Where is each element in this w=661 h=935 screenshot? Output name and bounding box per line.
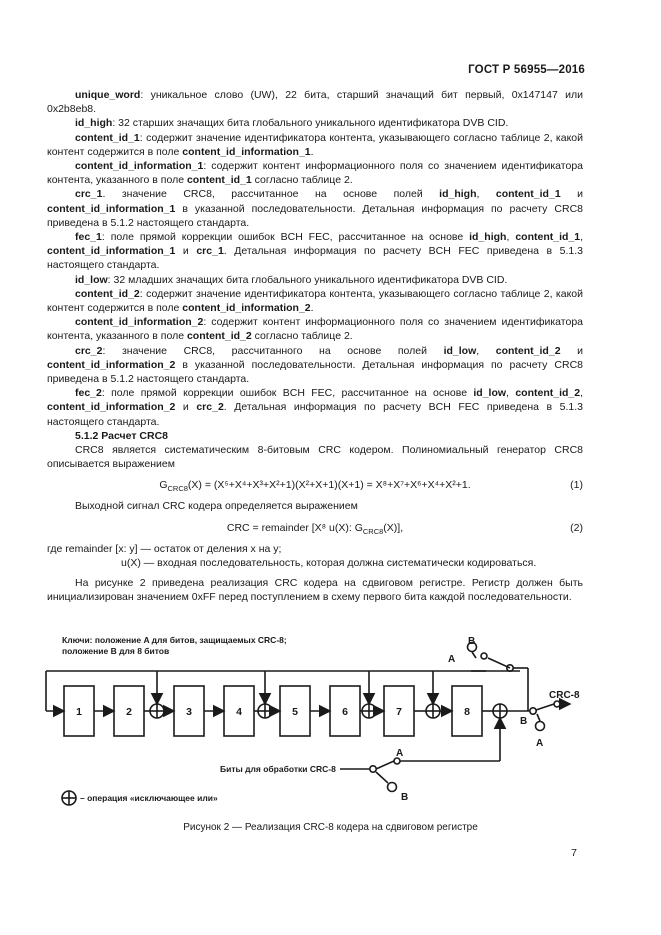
def-fec-2: fec_2: поле прямой коррекции ошибок BCH FEC, рассчитанное на основе id_low, content_id_2, content_id_information_2 и crc_2. Детальная информация по расчету BCH FEC приведена в 5.1.3 настоящего стандарта.	[47, 387, 583, 428]
where-u: u(X) — входная последовательность, которая должна систематически кодироваться.	[121, 556, 537, 569]
feedback-contact-a	[481, 653, 487, 659]
feedback-label-a: A	[448, 654, 456, 665]
output-switch-arm	[536, 704, 554, 710]
equation-1-number: (1)	[570, 479, 583, 492]
def-content-id-2: content_id_2: содержит значение идентификатора контента, указывающего согласно таблице 2, какой контент содержится в поле content_id_information_2.	[47, 287, 583, 315]
equation-1-formula: $G_{CRC8}(X) = (X^5+X^4+X^3+X^2+1)(X^2+X+1)(X+1) = X^8+X^7+X^6+X^4+X^2+1$.	[159, 479, 471, 494]
input-contact-b	[388, 783, 397, 792]
figure-intro: На рисунке 2 приведена реализация CRC кодера на сдвиговом регистре. Регистр должен быть инициализирован значением 0xFF перед поступлением в схему первого бита каждой последовательности.	[47, 577, 583, 604]
legend-text: – операция «исключающее или»	[80, 793, 218, 803]
page-number: 7	[571, 847, 577, 859]
feedback-label-b: B	[468, 636, 476, 647]
equation-1	[47, 471, 583, 499]
def-crc-1: crc_1. значение CRC8, рассчитанное на основе полей id_high, content_id_1 и content_id_information_1 в указанной последовательности. Детальная информация по расчету CRC8 приведена в 5.1.2 настоящего стандарта.	[47, 188, 583, 229]
input-label-a: A	[396, 748, 404, 759]
crc8-intro: CRC8 является систематическим 8-битовым CRC кодером. Полиномиальный генератор CRC8 описывается выражением	[47, 444, 583, 471]
def-crc-2: crc_2: значение CRC8, рассчитанного на основе полей id_low, content_id_2 и content_id_information_2 в указанной последовательности. Детальная информация по расчету CRC8 приведена в 5.1.2 настоящего стандарта.	[47, 344, 583, 386]
figure-key-line1: Ключи: положение A для битов, защищаемых CRC-8;	[62, 635, 287, 645]
cell-label-5: 5	[292, 706, 298, 718]
crc8-shift-register-diagram	[40, 628, 600, 818]
equation-2-number: (2)	[570, 521, 583, 534]
def-content-id-information-2: content_id_information_2: содержит контент информационного поля со значением идентификатора контента, указанного в поле content_id_2 согласно таблице 2.	[47, 316, 583, 343]
def-content-id-1: content_id_1: содержит значение идентификатора контента, указывающего согласно таблице 2, какой контент содержится в поле content_id_information_1.	[47, 131, 583, 158]
def-id-high: id_high: 32 старших значащих бита глобального уникального идентификатора DVB CID.	[75, 117, 509, 130]
equation-2	[47, 514, 583, 542]
cell-label-3: 3	[186, 706, 192, 718]
output-label-crc8: CRC-8	[549, 690, 580, 701]
output-contact-crc8	[554, 701, 560, 707]
figure-caption: Рисунок 2 — Реализация CRC-8 кодера на сдвиговом регистре	[183, 822, 478, 833]
cell-label-2: 2	[126, 706, 132, 718]
where-remainder: где remainder [x: y] — остаток от деления x на y;	[47, 542, 282, 555]
output-label-b: B	[520, 716, 528, 727]
input-switch-arm	[376, 761, 394, 769]
cell-label-1: 1	[76, 706, 82, 718]
output-contact-a	[536, 722, 545, 731]
def-id-low: id_low: 32 младших значащих бита глобального уникального идентификатора DVB CID.	[75, 273, 508, 286]
def-unique-word: unique_word: уникальное слово (UW), 22 бита, старший значащий бит первый, 0x147147 или 0x2b8eb8.	[47, 89, 583, 116]
section-heading: 5.1.2 Расчет CRC8	[75, 429, 168, 442]
crc8-encoder-figure	[40, 628, 600, 818]
def-content-id-information-1: content_id_information_1: содержит контент информационного поля со значением идентификатора контента, указанного в поле content_id_1 согласно таблице 2.	[47, 160, 583, 187]
input-label-b: B	[401, 792, 409, 803]
crc-output-intro: Выходной сигнал CRC кодера определяется выражением	[75, 500, 358, 513]
def-fec-1: fec_1: поле прямой коррекции ошибок BCH FEC, рассчитанное на основе id_high, content_id_1, content_id_information_1 и crc_1. Детальная информация по расчету BCH FEC приведена в 5.1.3 настоящего стандарта.	[47, 231, 583, 272]
body-text	[47, 88, 583, 605]
input-switch-pivot	[370, 766, 376, 772]
document-id: ГОСТ Р 56955—2016	[468, 64, 585, 76]
equation-2-formula: CRC = remainder [X⁸ u(X): $G_{CRC8}(X)$],	[226, 521, 404, 536]
output-label-a: A	[536, 738, 544, 749]
cell-label-6: 6	[342, 706, 348, 718]
cell-label-7: 7	[396, 706, 402, 718]
input-bits-label: Биты для обработки CRC-8	[220, 764, 336, 774]
output-switch-pivot	[530, 708, 536, 714]
cell-label-8: 8	[464, 706, 470, 718]
figure-key-line2: положение B для 8 битов	[62, 646, 170, 656]
cell-label-4: 4	[236, 706, 242, 718]
